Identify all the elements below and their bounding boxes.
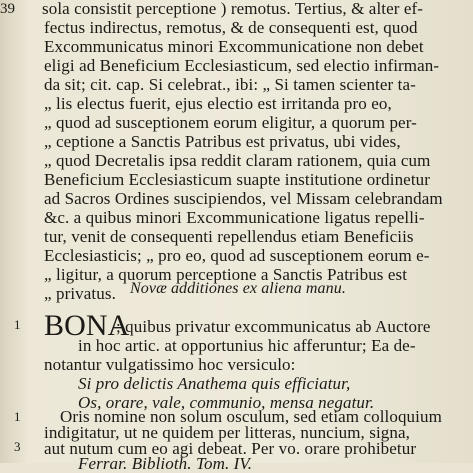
text-line: Oris nomine non solum osculum, sed etiam colloquium	[60, 407, 442, 426]
text-line: ; quibus privatur excommunicatus ab Auctore	[116, 317, 431, 336]
text-line: sola consistit perceptione ) remotus. Tertius, & alter ef-	[42, 0, 424, 18]
reference-line: Ferrar. Biblioth. Tom. IV.	[78, 454, 253, 473]
drop-word: BONA	[44, 309, 130, 342]
marginal-note-number: 1	[14, 409, 21, 424]
marginal-note-number: 3	[14, 439, 21, 454]
text-line: eligi ad Beneficium Ecclesiasticum, sed electio infirman-	[44, 56, 440, 75]
text-line: „ ligitur, a quorum perceptione a Sanctis Patribus est	[44, 265, 408, 284]
marginal-note-number: 1	[14, 317, 21, 332]
text-line: &c. a quibus minori Excommunicatione ligatus repelli-	[44, 208, 425, 227]
text-line: ad Sacros Ordines suscipiendos, vel Missam celebrandam	[44, 189, 443, 208]
text-line: notantur vulgatissimo hoc versiculo:	[44, 355, 296, 374]
line-number: 39	[0, 1, 15, 17]
text-line: „ lis electus fuerit, ejus electio est irritanda pro eo,	[44, 94, 392, 113]
text-line: da sit; cit. cap. Si celebrat., ibi: „ Si tamen scienter ta-	[44, 75, 416, 94]
text-line: fectus indirectus, remotus, & de consequenti est, quod	[44, 18, 418, 37]
verse-line: Si pro delictis Anathema quis efficiatur,	[78, 374, 351, 393]
text-line: in hoc artic. at opportunius hic afferuntur; Ea de-	[78, 336, 416, 355]
text-line: „ quod Decretalis ipsa reddit claram rationem, quia cum	[44, 151, 431, 170]
text-line: indigitatur, ut ne quidem per litteras, nuncium, signa,	[44, 423, 410, 442]
text-line: „ privatus.	[44, 284, 116, 303]
text-line: Excommunicatus minori Excommunicatione non debet	[44, 37, 424, 56]
text-line: „ ceptione a Sanctis Patribus est privatus, ubi vides,	[44, 132, 401, 151]
text-line: Beneficium Ecclesiasticum suapte institutione ordinetur	[44, 170, 431, 189]
text-line: Ecclesiasticis; „ pro eo, quod ad susceptionem eorum e-	[44, 246, 430, 265]
verse-line: Os, orare, vale, communio, mensa negatur.	[78, 393, 375, 412]
text-line: aut nutum cum eo agi debeat. Per vo. orare prohibetur	[44, 439, 417, 458]
text-line: tur, venit de consequenti repellendus etiam Beneficiis	[44, 227, 414, 246]
section-heading: Novæ additiones ex aliena manu.	[130, 280, 346, 297]
text-line: „ quod ad susceptionem eorum eligitur, a quorum per-	[44, 113, 417, 132]
